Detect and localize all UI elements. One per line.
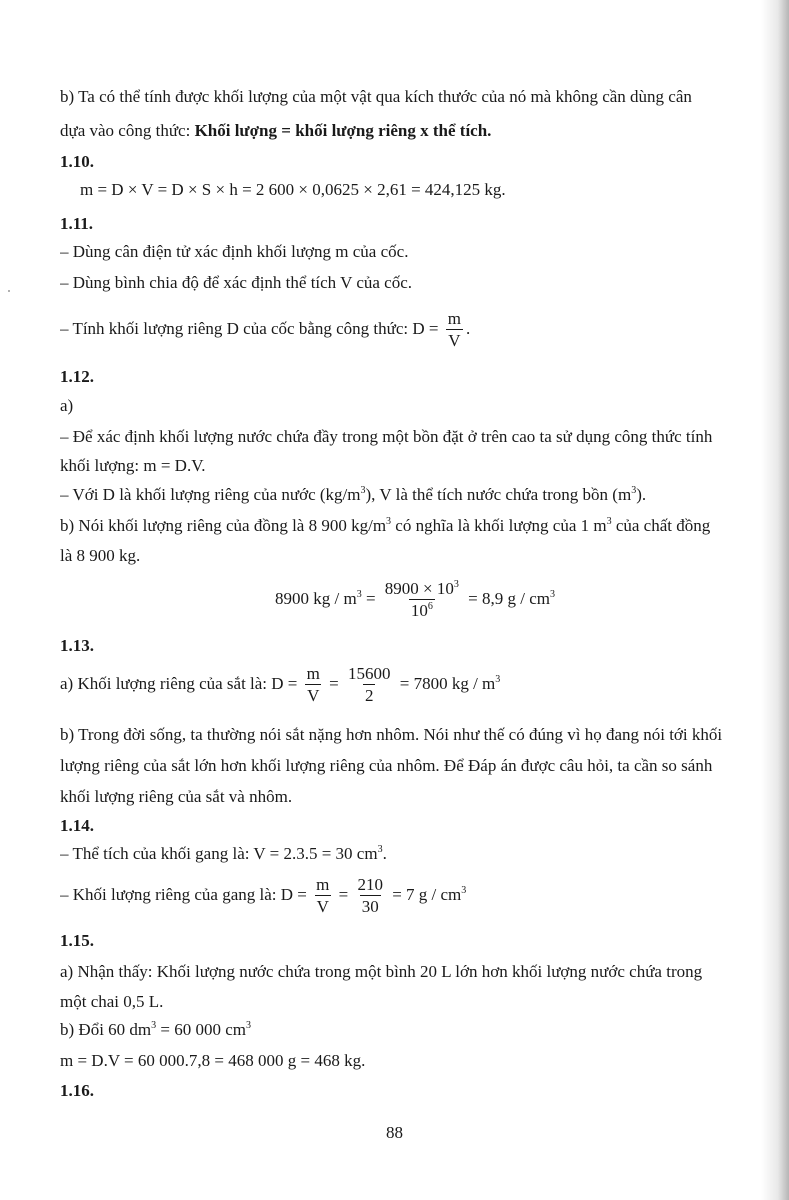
equation: m = D × V = D × S × h = 2 600 × 0,0625 × 2,61 = 424,125 kg.	[80, 180, 506, 199]
page-number: 88	[386, 1123, 403, 1142]
text-line: – Để xác định khối lượng nước chứa đầy trong một bồn đặt ở trên cao ta sử dụng công thức tính	[60, 427, 713, 446]
text-line: a) Khối lượng riêng của sắt là: D = $\frac{m}{V}$ = $\frac{15600}{2}$ = 7800 kg / $m^3$	[60, 663, 501, 705]
text-line: – Thể tích của khối gang là: V = 2.3.5 = 30 $cm^3$.	[60, 844, 387, 863]
equation: 8900 kg / $m^3$ = $\frac{8900 \times 10^3}{10^6}$ = 8,9 g / $cm^3$	[275, 578, 555, 620]
section-heading: 1.13.	[60, 636, 94, 655]
section-heading: 1.10.	[60, 152, 94, 171]
text-line: m = D.V = 60 000.7,8 = 468 000 g = 468 kg.	[60, 1051, 366, 1070]
text-line: một chai 0,5 L.	[60, 992, 164, 1011]
page-edge-shadow	[761, 0, 789, 1200]
section-heading: 1.15.	[60, 931, 94, 950]
text-line: b) Trong đời sống, ta thường nói sắt nặng hơn nhôm. Nói như thế có đúng vì họ đang nói tới khối	[60, 725, 723, 744]
text-line: b) Nói khối lượng riêng của đồng là 8 900 $kg/m^3$ có nghĩa là khối lượng của 1 $m^3$ của chất đồng	[60, 516, 711, 535]
text-line: khối lượng: m = D.V.	[60, 456, 206, 475]
fraction: $\frac{210}{30}$	[357, 874, 383, 916]
section-heading: 1.16.	[60, 1081, 94, 1100]
fraction: $\frac{8900 \times 10^3}{10^6}$	[384, 578, 459, 620]
bold-formula: Khối lượng = khối lượng riêng x thể tích.	[194, 121, 492, 140]
scan-speck	[8, 290, 10, 292]
fraction: $\frac{m}{V}$	[447, 308, 461, 350]
fraction: $\frac{m}{V}$	[306, 663, 320, 705]
text-line: là 8 900 kg.	[60, 546, 141, 565]
text-line: – Với D là khối lượng riêng của nước $(kg/m^3)$, V là thể tích nước chứa trong bồn $(m^3)$.	[60, 485, 647, 504]
text-line: a) Nhận thấy: Khối lượng nước chứa trong một bình 20 L lớn hơn khối lượng nước chứa trong	[60, 962, 703, 981]
text-line: b) Đổi 60 $dm^3 = 60$ 000 $cm^3$	[60, 1020, 251, 1039]
text-line: khối lượng riêng của sắt và nhôm.	[60, 787, 293, 806]
fraction: $\frac{m}{V}$	[316, 874, 330, 916]
text-line: b) Ta có thể tính được khối lượng của một vật qua kích thước của nó mà không cần dùng cân	[60, 87, 692, 106]
text-line: – Dùng bình chia độ để xác định thể tích V của cốc.	[60, 273, 413, 292]
text-line: lượng riêng của sắt lớn hơn khối lượng riêng của nhôm. Để Đáp án được câu hỏi, ta cần so sánh	[60, 756, 713, 775]
text-line: dựa vào công thức: Khối lượng = khối lượng riêng x thể tích.	[60, 121, 492, 140]
text-line: – Tính khối lượng riêng D của cốc bằng công thức: D = $\frac{m}{V}$ .	[60, 308, 471, 350]
text-line: – Khối lượng riêng của gang là: D = $\frac{m}{V}$ = $\frac{210}{30}$ = 7 g / $cm^3$	[60, 874, 467, 916]
text-line: a)	[60, 396, 74, 415]
section-heading: 1.14.	[60, 816, 94, 835]
section-heading: 1.12.	[60, 367, 94, 386]
fraction: $\frac{15600}{2}$	[347, 663, 391, 705]
text-line: – Dùng cân điện tử xác định khối lượng m của cốc.	[60, 242, 409, 261]
section-heading: 1.11.	[60, 214, 94, 233]
